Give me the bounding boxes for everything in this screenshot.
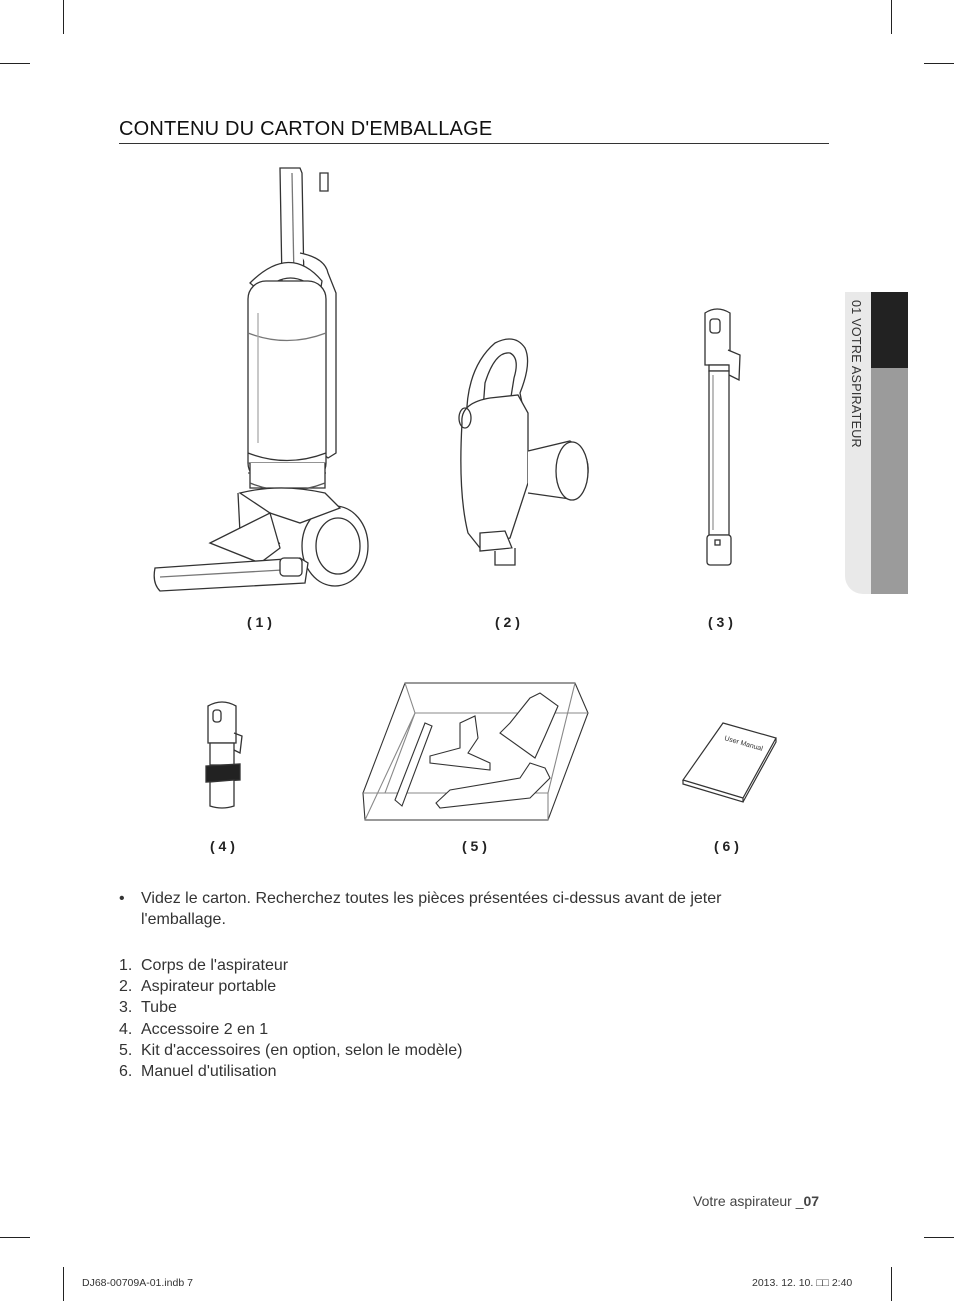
list-item: 4. Accessoire 2 en 1 xyxy=(119,1020,269,1038)
list-item: 5. Kit d'accessoires (en option, selon le modèle) xyxy=(119,1041,463,1059)
crop-mark xyxy=(63,0,64,34)
list-item: 3. Tube xyxy=(119,999,177,1017)
page-footer xyxy=(693,1193,819,1209)
title-divider xyxy=(119,143,829,144)
crop-mark xyxy=(63,1267,64,1301)
figure-label-4: ( 4 ) xyxy=(210,838,235,854)
upright-vacuum-icon xyxy=(150,163,375,603)
figure-label-2: ( 2 ) xyxy=(495,614,520,630)
crop-mark xyxy=(891,1267,892,1301)
figure-label-5: ( 5 ) xyxy=(462,838,487,854)
crop-mark xyxy=(891,0,892,34)
list-item: 1. Corps de l'aspirateur xyxy=(119,957,289,974)
unpack-note xyxy=(119,888,799,930)
crop-mark xyxy=(0,1237,30,1238)
tube-icon xyxy=(695,305,755,575)
crop-mark xyxy=(924,63,954,64)
manual-cover-text: User Manual xyxy=(723,735,764,753)
footer-section: Votre aspirateur _ xyxy=(693,1193,804,1209)
handheld-vacuum-icon xyxy=(450,333,595,573)
page-number: 07 xyxy=(803,1193,820,1209)
section-tab-label: 01 VOTRE ASPIRATEUR xyxy=(849,300,863,448)
unpack-note-text: Videz le carton. Recherchez toutes les pièces présentées ci-dessus avant de jeter l'emballage. xyxy=(141,890,722,928)
crop-mark xyxy=(924,1237,954,1238)
figure-label-1: ( 1 ) xyxy=(247,614,272,630)
figure-label-3: ( 3 ) xyxy=(708,614,733,630)
page-title: CONTENU DU CARTON D'EMBALLAGE xyxy=(119,118,493,140)
list-item: 6. Manuel d'utilisation xyxy=(119,1063,277,1081)
accessory-kit-icon xyxy=(360,678,592,828)
bullet-icon: • xyxy=(119,890,125,907)
print-file-info: DJ68-00709A-01.indb 7 xyxy=(82,1277,193,1289)
crop-mark xyxy=(0,63,30,64)
two-in-one-tool-icon xyxy=(198,698,248,813)
list-item: 2. Aspirateur portable xyxy=(119,978,277,996)
figure-label-6: ( 6 ) xyxy=(714,838,739,854)
parts-list xyxy=(119,955,462,1082)
print-date-info: 2013. 12. 10. □□ 2:40 xyxy=(752,1277,853,1289)
user-manual-icon xyxy=(678,718,783,803)
